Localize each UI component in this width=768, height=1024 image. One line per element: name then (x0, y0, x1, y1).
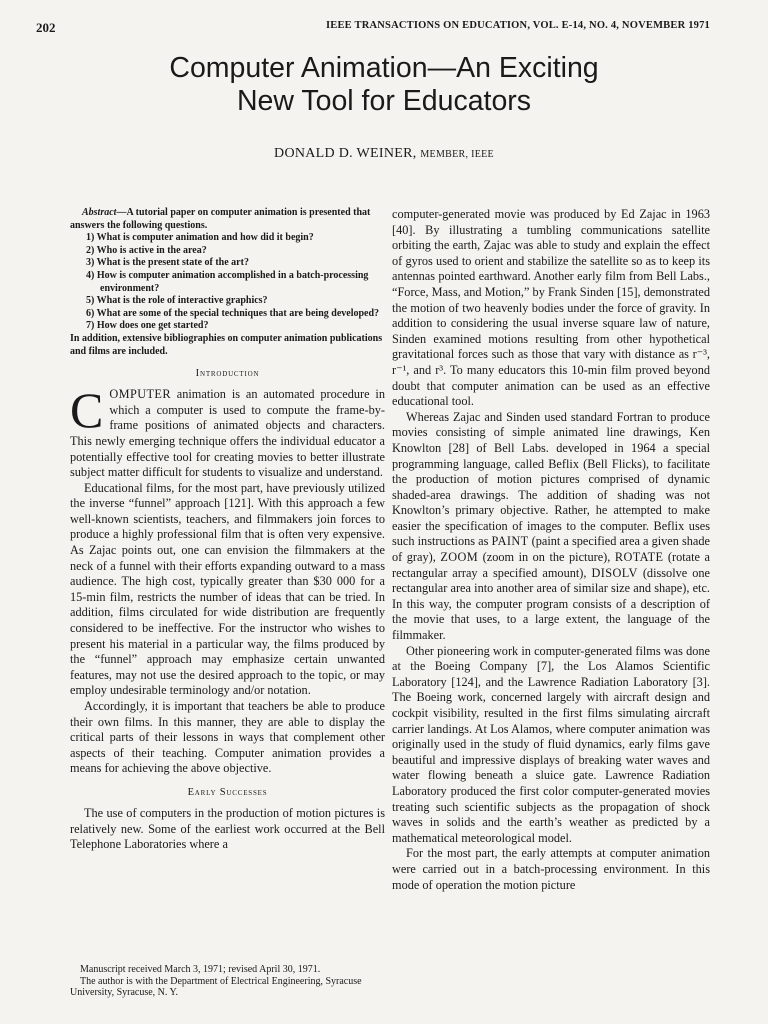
abstract-intro: Abstract—A tutorial paper on computer animation is presented that answers the following questions. (70, 207, 371, 231)
abstract-closing: In addition, extensive bibliographies on computer animation publications and films are included. (70, 332, 383, 357)
author-line (0, 146, 768, 162)
abstract-lead: Abstract (82, 207, 117, 218)
left-column (70, 207, 385, 853)
abstract-question: 6) What are some of the special techniques that are being developed? (86, 307, 380, 319)
title-line-1: Computer Animation—An Exciting (169, 52, 599, 84)
running-head: IEEE TRANSACTIONS ON EDUCATION, VOL. E-14, NO. 4, NOVEMBER 1971 (325, 20, 710, 31)
page-number: 202 (36, 20, 56, 35)
keyword-rotate: ROTATE (614, 550, 664, 565)
footnote-line: Manuscript received March 3, 1971; revised April 30, 1971. (80, 964, 321, 975)
keyword-disolv: DISOLV (591, 565, 638, 580)
intro-paragraph: Accordingly, it is important that teachers be able to produce their own films. In this manner, they are able to display the critical parts of their lessons in ways that complement other aspects of their teaching. Computer animation provides a means for achieving the above objective. (70, 699, 385, 776)
abstract (70, 207, 385, 358)
section-heading-early-successes: Early Successes (187, 786, 268, 798)
abstract-questions (70, 232, 385, 333)
footnote (70, 964, 385, 999)
paper-title (0, 52, 768, 118)
author-name: DONALD D. WEINER, (274, 146, 417, 161)
footnote-line: The author is with the Department of Electrical Engineering, Syracuse University, Syracuse, N. Y. (70, 975, 362, 998)
body-paragraph: Whereas Zajac and Sinden used standard Fortran to produce movies consisting of simple animated line drawings, Ken Knowlton [28] of Bell Labs. developed in 1964 a special programming language, called Beflix (Bell Flicks), to facilitate the production of motion pictures comprised of dynamic shaded-area drawings. The addition of shading was not Knowlton’s primary objective. Rather, he attempted to make easier the specification of images to the computer. Beflix uses such instructions as PAINT (paint a specified area a given shade of gray), ZOOM (zoom in on the picture), ROTATE (rotate a rectangular array a specified amount), DISOLV (dissolve one rectangular area into another area of similar size and shape), etc. In this way, the computer program consists of a description of the movie that uses, to a large extent, the language of the filmmaker. (392, 409, 710, 643)
body-paragraph: Other pioneering work in computer-generated films was done at the Boeing Company [7], the Los Alamos Scientific Laboratory [124], and the Lawrence Radiation Laboratory [3]. The Boeing work, concerned largely with aircraft design and cockpit visibility, resulted in the first films simulating aircraft carrier landings. At Los Alamos, where computer animation was originally used in the study of fluid dynamics, early films gave beautiful and impressive displays of breaking water waves and water flowing beneath a sluice gate. Lawrence Radiation Laboratory produced the first color computer-generated movies treating such scientific subjects as the propagation of shock waves in solids and the earth’s weather as predicted by a mathematical meteorological model. (392, 643, 710, 845)
right-column-body (392, 207, 710, 893)
title-line-2: New Tool for Educators (236, 85, 532, 117)
keyword-zoom: ZOOM (440, 550, 479, 565)
abstract-question: 5) What is the role of interactive graphics? (86, 295, 268, 307)
intro-paragraph: COMPUTER animation is an automated procedure in which a computer is used to compute the frame-by-frame positions of animated objects and characters. This newly emerging technique offers the individual educator a potentially effective tool for creating movies to better illustrate subject matter difficult for students to visualize and understand. (70, 382, 385, 480)
abstract-question: 3) What is the present state of the art? (86, 257, 249, 269)
abstract-question: 7) How does one get started? (86, 320, 209, 332)
early-paragraph: The use of computers in the production of motion pictures is relatively new. Some of the earliest work occurred at the Bell Telephone Laboratories where a (70, 805, 385, 852)
author-affiliation: MEMBER, IEEE (420, 149, 494, 160)
section-heading-introduction: Introduction (195, 368, 260, 380)
drop-cap: C (70, 382, 104, 439)
intro-paragraph: Educational films, for the most part, have previously utilized the inverse “funnel” approach [121]. With this approach a few well-known scientists, teachers, and filmmakers join forces to produce a highly professional film that is often very expensive. As Zajac points out, one can envision the filmmakers at the neck of a funnel with their efforts expanding outward to a mass audience. The high cost, typically greater than $30 000 for a 15-min film, restricts the number of ideas that can be tried. In addition, films circulated for wide distribution are frequently considered to be ineffective. For the instructor who wishes to present his material in a particular way, the films produced by the “funnel” approach may emphasize certain unwanted features, may not use the desired approach to the topic, or may employ undesirable terminology and/or notation. (70, 480, 385, 698)
abstract-question: 1) What is computer animation and how did it begin? (86, 232, 314, 244)
body-paragraph: For the most part, the early attempts at computer animation were carried out in a batch-processing environment. In this mode of operation the motion picture (392, 846, 710, 892)
keyword-paint: PAINT (491, 534, 529, 549)
right-column (392, 207, 710, 893)
abstract-question: 4) How is computer animation accomplished in a batch-processing environment? (86, 269, 369, 294)
introduction-body (70, 382, 385, 777)
early-successes-body (70, 806, 385, 853)
abstract-question: 2) Who is active in the area? (86, 244, 207, 256)
body-paragraph: computer-generated movie was produced by Ed Zajac in 1963 [40]. By illustrating a tumbling communications satellite orbiting the earth, Zajac was able to study and explain the effect of gyros used to orient and stabilize the satellite so as to keep its antennas pointed earthward. Another early film from Bell Labs., “Force, Mass, and Motion,” by Frank Sinden [15], demonstrated the motion of two heavenly bodies under the force of gravity. In addition to considering the usual inverse square law of nature, Sinden examined motions resulting from other hypothetical gravitational forces such as those that vary with distance as r⁻³, r⁻¹, and r³. To many educators this 10-min film proved beyond doubt that computer animation can be used as an effective educational tool. (392, 207, 710, 409)
